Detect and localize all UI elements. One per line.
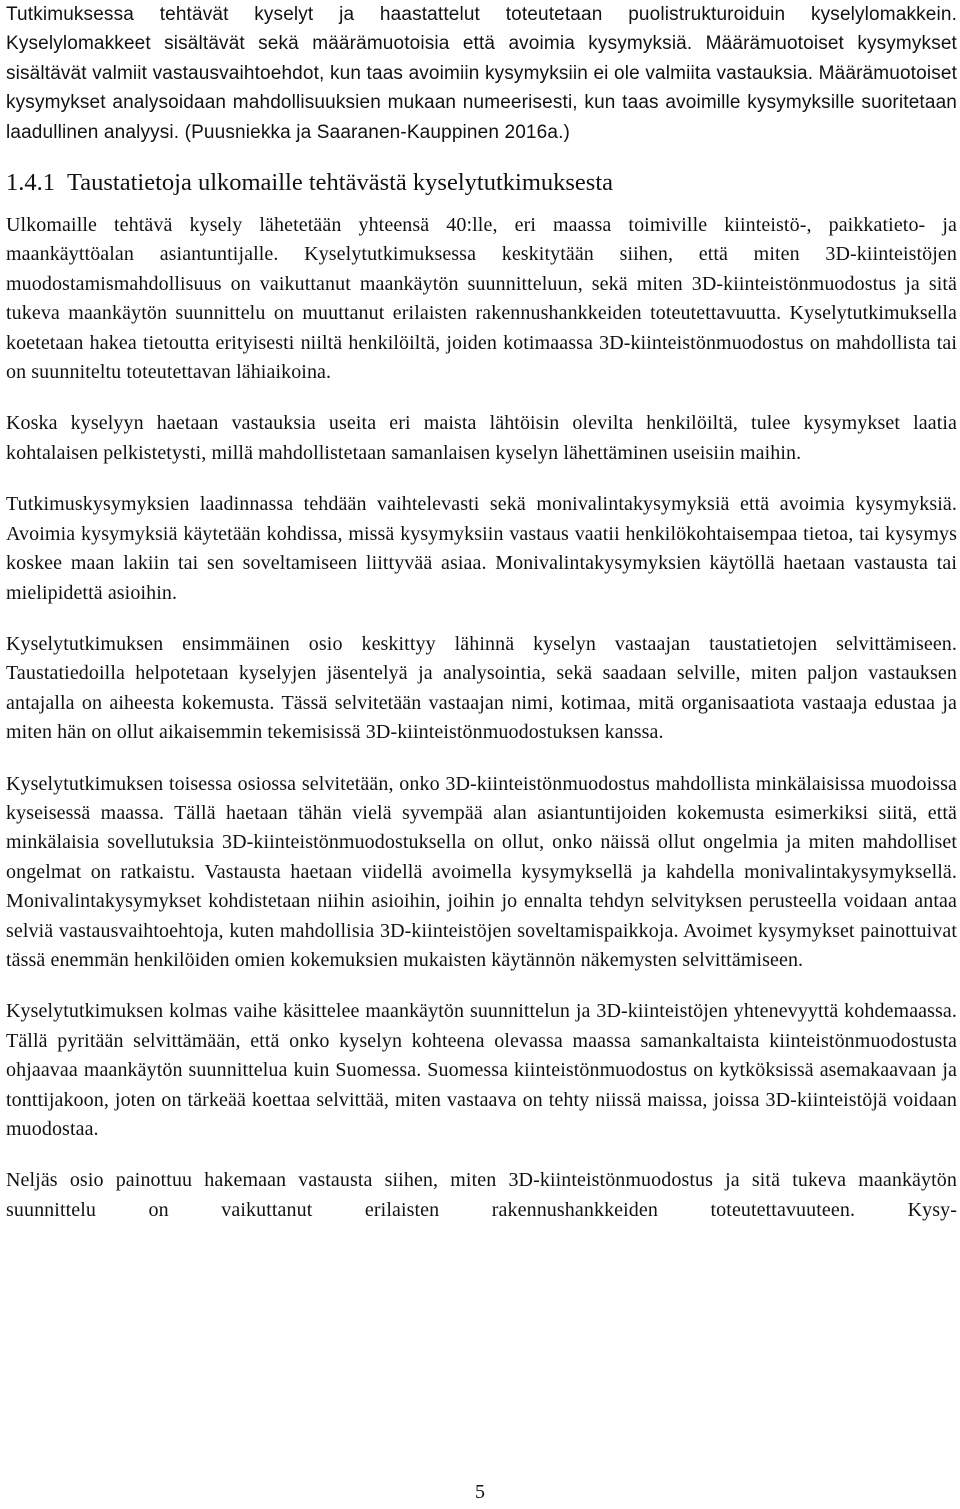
section-number: 1.4.1 (6, 169, 55, 197)
paragraph-6: Kyselytutkimuksen kolmas vaihe käsittelee maankäytön suunnittelun ja 3D-kiinteistöjen yhtenevyyttä kohdemaassa. Tällä pyritään selvittämään, että onko kyselyn kohteena olevassa maassa samankaltaista kiinteistönmuodostusta ohjaavaa maankäytön suunnittelua kuin Suomessa. Suomessa kiinteistönmuodostus on kytköksissä asemakaavaan ja tonttijakoon, joten on tärkeää koettaa selvittää, miten vastaava on tehty niissä maissa, joissa 3D-kiinteistöjä voidaan muodostaa. (6, 1000, 957, 1140)
paragraph-1: Ulkomaille tehtävä kysely lähetetään yhteensä 40:lle, eri maassa toimiville kiinteistö-, paikkatieto- ja maankäyttöalan asiantuntijalle. Kyselytutkimuksessa keskitytään siihen, että miten 3D-kiinteistöjen muodostamismahdollisuus on vaikuttanut maankäytön suunnitteluun, sekä miten 3D-kiinteistönmuodostus ja sitä tukeva maankäytön suunnittelu on muuttanut erilaisten rakennushankkeiden toteutettavuutta. Kyselytutkimuksella koetetaan hakea tietoutta erityisesti niiltä henkilöiltä, joiden kotimaassa 3D-kiinteistönmuodostus on mahdollista tai on suunniteltu toteutettavan lähiaikoina. (6, 214, 957, 384)
spacer (6, 147, 957, 167)
spacer (6, 608, 957, 630)
spacer (6, 468, 957, 490)
intro-paragraph: Tutkimuksessa tehtävät kyselyt ja haastattelut toteutetaan puolistrukturoiduin kyselylomakkein. Kyselylomakkeet sisältävät sekä määrämuotoisia että avoimia kysymyksiä. Määrämuotoiset kysymykset sisältävät valmiit vastausvaihtoehdot, kun taas avoimiin kysymyksiin ei ole valmiita vastauksia. Määrämuotoiset kysymykset analysoidaan mahdollisuuksien mukaan numeerisesti, kun taas avoimille kysymyksille suoritetaan laadullinen analyysi. (Puusniekka ja Saaranen-Kauppinen 2016a.) (6, 4, 957, 143)
paragraph-5: Kyselytutkimuksen toisessa osiossa selvitetään, onko 3D-kiinteistönmuodostus mahdollista minkälaisissa muodoissa kyseisessä maassa. Tällä haetaan tähän vielä syvempää alan asiantuntijoiden kokemusta esimerkiksi siitä, että minkälaisia sovellutuksia 3D-kiinteistönmuodostuksella on ollut, onko näissä ollut ongelmia ja miten mahdolliset ongelmat on ratkaistu. Vastausta haetaan viidellä avoimella kysymyksellä ja kahdella monivalintakysymyksellä. Monivalintakysymykset kohdistetaan niihin asioihin, joihin jo ennalta tehdyn selvityksen perusteella voidaan antaa selviä vastausvaihtoehtoja, kuten mahdollisia 3D-kiinteistöjen soveltamispaikkoja. Avoimet kysymykset painottuivat tässä enemmän henkilöiden omien kokemuksien mukaisten käytännön näkemysten selvittämiseen. (6, 772, 957, 971)
document-page (6, 0, 957, 1225)
section-title: Taustatietoja ulkomaille tehtävästä kyselytutkimuksesta (67, 169, 613, 197)
section-heading (6, 167, 957, 199)
paragraph-4: Kyselytutkimuksen ensimmäinen osio keskittyy lähinnä kyselyn vastaajan taustatietojen selvittämiseen. Taustatiedoilla helpotetaan kyselyjen jäsentelyä ja analysointia, sekä saadaan selville, miten paljon vastauksen antajalla on aiheesta kokemusta. Tässä selvitetään vastaajan nimi, kotimaa, mitä organisaatiota vastaaja edustaa ja miten hän on ollut aikaisemmin tekemisissä 3D-kiinteistönmuodostuksen kanssa. (6, 632, 957, 744)
spacer (6, 199, 957, 211)
spacer (6, 387, 957, 409)
spacer (6, 748, 957, 770)
spacer (6, 1144, 957, 1166)
page-number: 5 (475, 1481, 485, 1503)
spacer (6, 975, 957, 997)
paragraph-7: Neljäs osio painottuu hakemaan vastausta siihen, miten 3D-kiinteistönmuodostus ja sitä tukeva maankäytön suunnittelu on vaikuttanut erilaisten rakennushankkeiden toteutettavuuteen. Kysy- (6, 1169, 957, 1221)
paragraph-2: Koska kyselyyn haetaan vastauksia useita eri maista lähtöisin olevilta henkilöiltä, tulee kysymykset laatia kohtalaisen pelkistetysti, millä mahdollistetaan samanlaisen kyselyn lähettäminen useisiin maihin. (6, 412, 957, 464)
paragraph-3: Tutkimuskysymyksien laadinnassa tehdään vaihtelevasti sekä monivalintakysymyksiä että avoimia kysymyksiä. Avoimia kysymyksiä käytetään kohdissa, missä kysymyksiin vastaus vaatii henkilökohtaisempaa tietoa, tai kysymys koskee maan lakiin tai sen soveltamiseen liittyvää asiaa. Monivalintakysymyksien käytöllä haetaan vastausta tai mielipidettä asioihin. (6, 493, 957, 604)
